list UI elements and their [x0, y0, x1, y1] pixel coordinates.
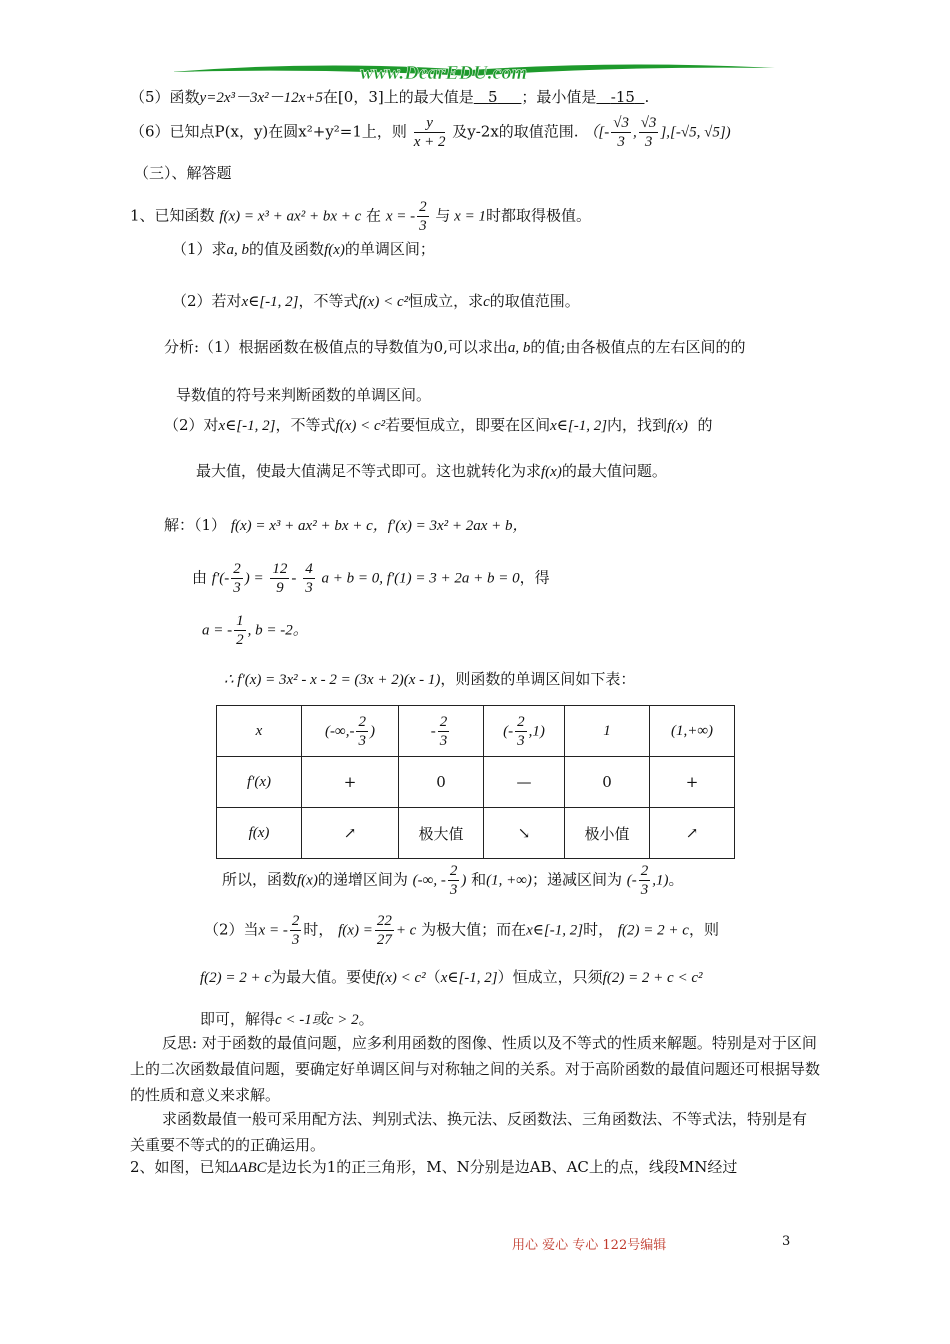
solution-factor: ∴ f′(x) = 3x² - x - 2 = (3x + 2)(x - 1)，则函数的单调区间如下表： — [224, 670, 636, 688]
problem-1: 1、已知函数 f(x) = x³ + ax² + bx + c 在 x = - $\frac{2}{3}$ 与 x = 1时都取得极值。 — [130, 199, 591, 234]
problem-1-sub2: （2）若对x∈[-1, 2]，不等式f(x) < c²恒成立，求c的取值范围。 — [172, 292, 580, 310]
solution-2: （2）当x = - $\frac{2}{3}$ 时， f(x) = $\frac{22}{27}$ + c 为极大值；而在x∈[-1, 2]时， f(2) = 2 + c，则 — [204, 913, 719, 948]
analysis-1c: 导数值的符号来判断函数的单调区间。 — [176, 386, 432, 404]
solution-1: 解：（1） f(x) = x³ + ax² + bx + c，f′(x) = 3x² + 2ax + b， — [164, 516, 528, 534]
table-cell: 0 — [565, 757, 650, 808]
table-cell: 极大值 — [399, 808, 484, 859]
analysis-1: 分析:（1）根据函数在极值点的导数值为0,可以求出a, b的值;由各极值点的左右区间的的 — [164, 338, 746, 356]
problem-1-sub1: （1）求a, b的值及函数f(x)的单调区间； — [172, 240, 435, 258]
table-row — [217, 808, 735, 859]
footer-text: 用心 爱心 专心 122号编辑 — [512, 1238, 667, 1253]
table-cell: (-∞,- $\frac{2}{3}$ ) — [302, 706, 399, 757]
table-cell: + — [302, 757, 399, 808]
solution-2b: f(2) = 2 + c为最大值。要使f(x) < c²（x∈[-1, 2]）恒成立，只须f(2) = 2 + c < c² — [200, 968, 703, 986]
table-cell: x — [217, 706, 302, 757]
problem-2: 2、如图，已知ΔABC是边长为1的正三角形，M、N分别是边AB、AC上的点，线段MN经过 — [130, 1158, 738, 1176]
table-cell: 1 — [565, 706, 650, 757]
table-cell: 极小值 — [565, 808, 650, 859]
table-row — [217, 706, 735, 757]
analysis-2b: 最大值，使最大值满足不等式即可。这也就转化为求f(x)的最大值问题。 — [196, 462, 667, 480]
section-title: （三）、解答题 — [134, 164, 232, 182]
monotonicity-table — [216, 705, 735, 859]
q6-line: （6）已知点P(x，y)在圆x²+y²=1上，则 $\frac{y}{x + 2}$ 及y-2x的取值范围. （[- $\frac{√3}{3}$ , $\frac{√3}{3}$ ],[-√5, √5]) — [130, 115, 731, 150]
q5-line: （5）函数y=2x³－3x²－12x+5在[0，3]上的最大值是 5 ；最小值是 -15 . — [130, 88, 650, 106]
table-cell: - $\frac{2}{3}$ — [399, 706, 484, 757]
page-number: 3 — [782, 1234, 791, 1249]
table-cell: f′(x) — [217, 757, 302, 808]
summary-line: 所以，函数f(x)的递增区间为 (-∞, - $\frac{2}{3}$ ) 和(1, +∞)；递减区间为 (- $\frac{2}{3}$ ,1)。 — [222, 863, 684, 898]
table-cell: + — [650, 757, 735, 808]
solution-2c: 即可，解得c < -1或c > 2。 — [200, 1010, 374, 1028]
table-cell: 0 — [399, 757, 484, 808]
table-cell: ↗ — [650, 808, 735, 859]
solution-derivation: 由 f′(- $\frac{2}{3}$ ) = $\frac{12}{9}$ - $\frac{4}{3}$ a + b = 0, f′(1) = 3 + 2a + b = 0，得 — [192, 561, 550, 596]
table-cell: ↘ — [484, 808, 565, 859]
logo-text: www.DearEDU.com — [360, 62, 528, 84]
table-cell: (1,+∞) — [650, 706, 735, 757]
table-cell: f(x) — [217, 808, 302, 859]
table-row — [217, 757, 735, 808]
table-cell: ↗ — [302, 808, 399, 859]
reflection-1: 反思: 对于函数的最值问题，应多利用函数的图像、性质以及不等式的性质来解题。特别是对于区间上的二次函数最值问题，要确定好单调区间与对称轴之间的关系。对于高阶函数的最值问题还可根据导数的性质和意义来求解。 — [130, 1034, 821, 1104]
analysis-2: （2）对x∈[-1, 2]，不等式f(x) < c²若要恒成立，即要在区间x∈[-1, 2]内，找到f(x) 的 — [164, 416, 713, 434]
table-cell: — — [484, 757, 565, 808]
solution-values: a = - $\frac{1}{2}$ , b = -2。 — [202, 613, 308, 648]
reflection-2: 求函数最值一般可采用配方法、判别式法、换元法、反函数法、三角函数法、不等式法，特别是有关重要不等式的的正确运用。 — [130, 1110, 808, 1154]
table-cell: (- $\frac{2}{3}$ ,1) — [484, 706, 565, 757]
